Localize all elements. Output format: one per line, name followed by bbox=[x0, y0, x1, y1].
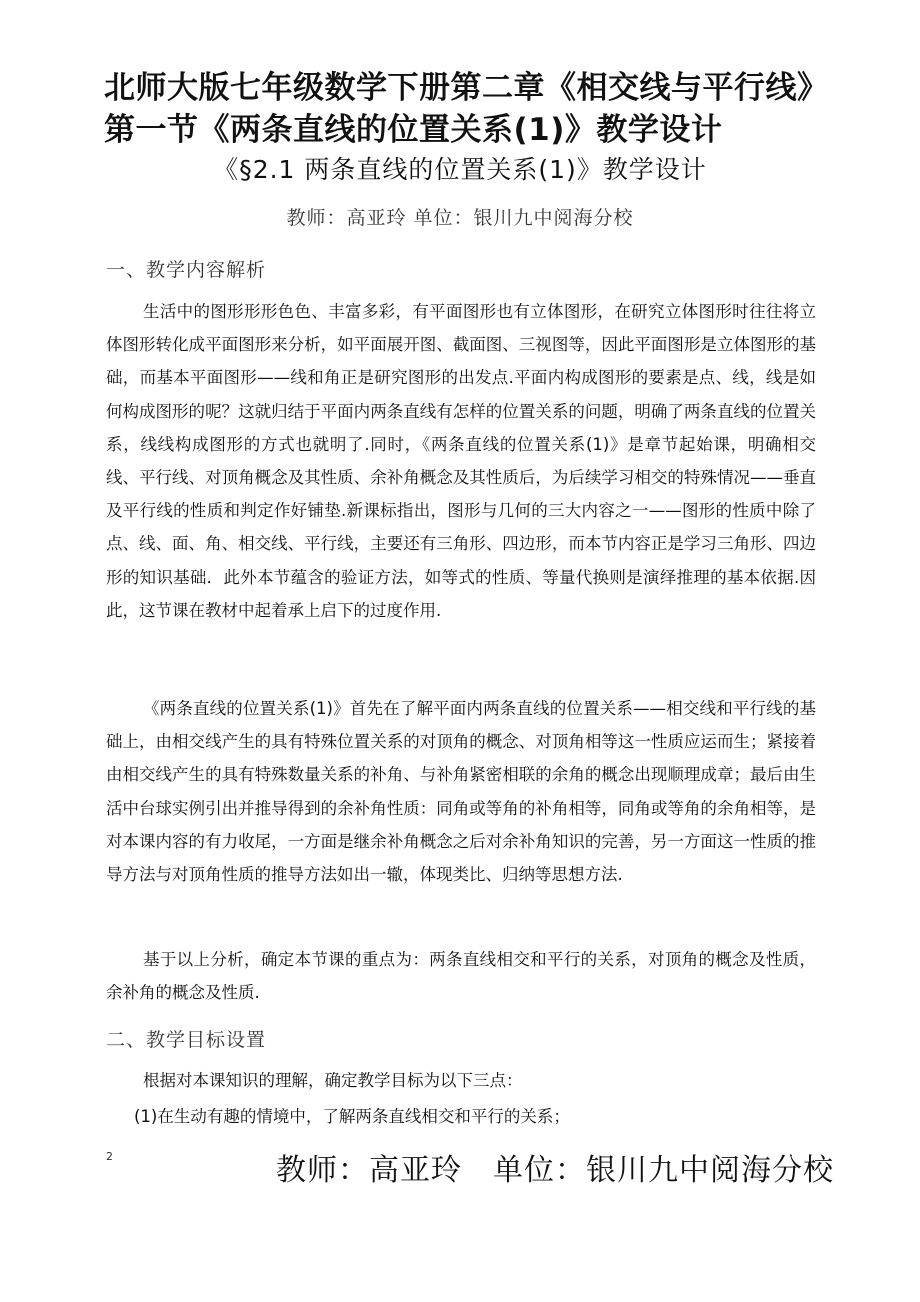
document-subtitle: 《§2.1 两条直线的位置关系(1)》教学设计 bbox=[213, 155, 707, 184]
paragraph-key-points: 基于以上分析，确定本节课的重点为：两条直线相交和平行的关系，对顶角的概念及性质，余补角的概念及性质. bbox=[106, 950, 816, 1003]
footer-teacher-info: 教师：高亚玲 单位：银川九中阅海分校 bbox=[276, 1153, 834, 1188]
document-title-line-1: 北师大版七年级数学下册第二章《相交线与平行线》 bbox=[104, 70, 829, 106]
goal-item-1: (1)在生动有趣的情境中，了解两条直线相交和平行的关系； bbox=[134, 1107, 570, 1126]
paragraph-content-analysis-1: 生活中的图形形形色色、丰富多彩，有平面图形也有立体图形，在研究立体图形时往往将立体图形转化成平面图形来分析，如平面展开图、截面图、三视图等，因此平面图形是立体图形的基础，而基本平面图形——线和角正是研究图形的出发点.平面内构成图形的要素是点、线，线是如何构成图形的呢？这就归结于平面内两条直线有怎样的位置关系的问题，明确了两条直线的位置关系，线线构成图形的方式也就明了.同时，《两条直线的位置关系(1)》是章节起始课，明确相交线、平行线、对顶角概念及其性质、余补角概念及其性质后，为后续学习相交的特殊情况——垂直及平行线的性质和判定作好铺垫.新课标指出，图形与几何的三大内容之一——图形的性质中除了点、线、面、角、相交线、平行线，主要还有三角形、四边形，而本节内容正是学习三角形、四边形的知识基础．此外本节蕴含的验证方法，如等式的性质、等量代换则是演绎推理的基本依据.因此，这节课在教材中起着承上启下的过度作用. bbox=[106, 302, 816, 620]
goals-intro-line: 根据对本课知识的理解，确定教学目标为以下三点： bbox=[143, 1071, 523, 1090]
document-title-line-2: 第一节《两条直线的位置关系(1)》教学设计 bbox=[104, 112, 723, 148]
section-heading-content-analysis: 一、教学内容解析 bbox=[106, 259, 267, 281]
teacher-info: 教师：高亚玲 单位：银川九中阅海分校 bbox=[286, 207, 634, 229]
section-heading-teaching-goals: 二、教学目标设置 bbox=[106, 1029, 267, 1051]
page-number: 2 bbox=[106, 1150, 113, 1163]
paragraph-content-analysis-2: 《两条直线的位置关系(1)》首先在了解平面内两条直线的位置关系——相交线和平行线的基础上，由相交线产生的具有特殊位置关系的对顶角的概念、对顶角相等这一性质应运而生；紧接着由相交线产生的具有特殊数量关系的补角、与补角紧密相联的余角的概念出现顺理成章；最后由生活中台球实例引出并推导得到的余补角性质：同角或等角的补角相等，同角或等角的余角相等，是对本课内容的有力收尾，一方面是继余补角概念之后对余补角知识的完善，另一方面这一性质的推导方法与对顶角性质的推导方法如出一辙，体现类比、归纳等思想方法. bbox=[106, 699, 816, 885]
